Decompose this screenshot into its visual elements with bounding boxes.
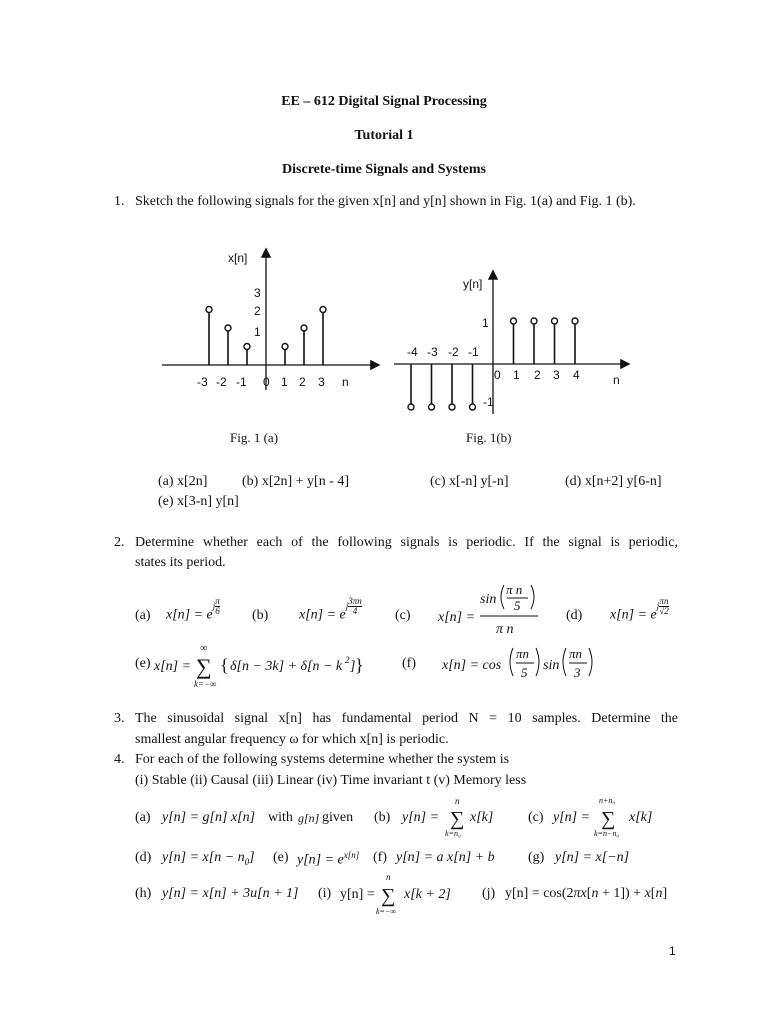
svg-text:}: } <box>355 655 364 675</box>
q2-formula-b: $x[n] = e^{j \frac{3\pi n}{4}}$ <box>299 596 362 623</box>
fig-b-xtick: -1 <box>468 345 479 359</box>
svg-text:x[n] =: x[n] = <box>154 659 192 674</box>
q2-line1: Determine whether each of the following signals is periodic. If the signal is periodic, <box>135 535 678 550</box>
fig-b-xtick: -3 <box>427 345 438 359</box>
q1-number: 1. <box>114 194 125 209</box>
svg-text:sin: sin <box>543 658 560 673</box>
svg-text:{: { <box>220 655 229 675</box>
svg-text:sin: sin <box>480 592 497 607</box>
svg-text:y[n] =: y[n] = <box>553 810 591 825</box>
fig-1a-caption: Fig. 1 (a) <box>230 430 279 445</box>
svg-text:x[n] =: x[n] = <box>438 610 476 625</box>
q3-line2: smallest angular frequency ω for which x[n] is periodic. <box>135 732 449 747</box>
q4-label-f: (f) <box>373 850 387 865</box>
q1-part-e: (e) x[3-n] y[n] <box>158 494 239 509</box>
fig-b-xlabel: n <box>613 373 620 387</box>
q4-label-c: (c) <box>528 810 544 825</box>
q3-line1: The sinusoidal signal x[n] has fundamental period N = 10 samples. Determine the <box>135 711 678 726</box>
fig-a-ytick-1: 1 <box>254 325 261 339</box>
q4-formula-j: y[n] = cos(2πx[n + 1]) + x[n] <box>505 886 668 901</box>
fig-b-ylabel: y[n] <box>463 277 483 291</box>
q1-part-d: (d) x[n+2] y[6-n] <box>565 474 662 489</box>
fig-b-xtick: -2 <box>448 345 459 359</box>
svg-text:∑: ∑ <box>601 808 616 830</box>
fig-a-xtick: 2 <box>299 375 306 389</box>
svg-text:n: n <box>386 872 391 882</box>
q4-line2: (i) Stable (ii) Causal (iii) Linear (iv) Time invariant t (v) Memory less <box>135 773 527 788</box>
q2-label-d: (d) <box>566 608 583 623</box>
q4-formula-i <box>338 870 458 916</box>
q4-label-d: (d) <box>135 850 152 865</box>
svg-text:5: 5 <box>514 598 521 613</box>
q2-formula-a: $x[n] = e^{j \frac{\pi}{6}}$ <box>166 596 220 623</box>
q3-number: 3. <box>114 711 125 726</box>
svg-text:π n: π n <box>506 582 523 597</box>
fig-b-xtick: -4 <box>407 345 418 359</box>
fig-b-xtick: 4 <box>573 368 580 382</box>
svg-text:x[k + 2]: x[k + 2] <box>404 887 451 902</box>
page-number: 1 <box>669 944 676 958</box>
fig-b-xtick: 3 <box>553 368 560 382</box>
q4-label-h: (h) <box>135 886 152 901</box>
svg-text:πn: πn <box>516 646 530 661</box>
q2-formula-e <box>152 640 367 690</box>
fig-b-ytick-pos: 1 <box>482 316 489 330</box>
q1-part-a: (a) x[2n] <box>158 474 208 489</box>
fig-b-stem-head <box>572 318 578 324</box>
q4-label-b: (b) <box>374 810 391 825</box>
figure-1b <box>388 264 638 424</box>
course-title: EE – 612 Digital Signal Processing <box>281 94 487 109</box>
fig-a-ylabel: x[n] <box>228 251 248 265</box>
fig-1b-caption: Fig. 1(b) <box>466 430 512 445</box>
topic-title: Discrete-time Signals and Systems <box>282 162 486 177</box>
svg-text:k=−∞: k=−∞ <box>194 679 217 689</box>
fig-b-stem-head <box>470 404 476 410</box>
fig-a-stem-head <box>244 344 250 350</box>
svg-text:x[k]: x[k] <box>629 810 653 825</box>
q2-label-f: (f) <box>402 656 416 671</box>
q1-part-b: (b) x[2n] + y[n - 4] <box>242 474 350 489</box>
q1-text: Sketch the following signals for the given x[n] and y[n] shown in Fig. 1(a) and Fig. 1 (b). <box>135 194 636 209</box>
svg-text:n: n <box>455 796 460 806</box>
q2-label-a: (a) <box>135 608 151 623</box>
q2-line2: states its period. <box>135 555 226 570</box>
fig-b-stem-head <box>552 318 558 324</box>
svg-text:5: 5 <box>521 665 528 680</box>
fig-a-xtick: 1 <box>281 375 288 389</box>
fig-b-stem-head <box>449 404 455 410</box>
svg-text:]: ] <box>350 659 356 674</box>
q2-number: 2. <box>114 535 125 550</box>
q4-formula-h: y[n] = x[n] + 3u[n + 1] <box>162 886 299 901</box>
svg-text:x[n] = cos: x[n] = cos <box>442 658 502 673</box>
q2-label-b: (b) <box>252 608 269 623</box>
q1-part-c: (c) x[-n] y[-n] <box>430 474 509 489</box>
fig-b-stem-head <box>429 404 435 410</box>
fig-a-xtick: -1 <box>236 375 247 389</box>
q4-formula-b <box>400 796 500 838</box>
svg-text:2: 2 <box>345 655 350 665</box>
q4-label-e: (e) <box>273 850 289 865</box>
q4-formula-e: $y[n] = e^{x[n]}$ <box>297 850 360 868</box>
fig-a-ytick-2: 2 <box>254 304 261 318</box>
tutorial-title: Tutorial 1 <box>354 128 414 143</box>
figure-1a <box>150 240 390 400</box>
svg-text:∑: ∑ <box>196 654 212 679</box>
q4-given: given <box>322 810 354 825</box>
fig-a-xtick: -3 <box>197 375 208 389</box>
svg-text:x[k]: x[k] <box>470 810 494 825</box>
fig-a-stem-head <box>320 307 326 313</box>
fig-b-stem-head <box>408 404 414 410</box>
svg-text:∑: ∑ <box>450 808 465 830</box>
svg-text:y[n] =: y[n] = <box>402 810 440 825</box>
fig-b-xtick: 2 <box>534 368 541 382</box>
svg-text:π n: π n <box>496 622 514 637</box>
fig-b-ytick-neg: -1 <box>483 395 494 409</box>
q4-formula-d: $y[n] = x[n - n_0]$ <box>162 850 255 867</box>
q4-label-g: (g) <box>528 850 545 865</box>
svg-text:∑: ∑ <box>381 885 396 907</box>
q2-label-c: (c) <box>395 608 411 623</box>
q4-formula-f: y[n] = a x[n] + b <box>396 850 495 865</box>
q4-formula-c <box>551 794 661 838</box>
q2-formula-d: $x[n] = e^{j \frac{\pi n}{√2}}$ <box>610 596 669 623</box>
fig-a-stem-head <box>206 307 212 313</box>
q4-g-of-n: g[n] <box>298 811 320 825</box>
fig-a-xlabel: n <box>342 375 349 389</box>
q4-formula-g: y[n] = x[−n] <box>555 850 630 865</box>
svg-text:k=n₀: k=n₀ <box>445 829 461 838</box>
q2-label-e: (e) <box>135 656 151 671</box>
q4-line1: For each of the following systems determine whether the system is <box>135 752 510 767</box>
q2-formula-c <box>436 577 546 637</box>
fig-b-xtick: 0 <box>494 368 501 382</box>
svg-text:∞: ∞ <box>200 643 208 654</box>
q4-label-i: (i) <box>318 886 332 901</box>
q4-with: with <box>268 810 293 825</box>
svg-text:n+n₀: n+n₀ <box>599 796 616 805</box>
q4-number: 4. <box>114 752 125 767</box>
fig-a-xtick: 0 <box>263 375 270 389</box>
fig-a-stem-head <box>301 325 307 331</box>
svg-text:3: 3 <box>574 665 581 680</box>
fig-b-stem-head <box>511 318 517 324</box>
fig-b-xtick: 1 <box>513 368 520 382</box>
svg-text:k=−∞: k=−∞ <box>376 907 397 916</box>
q4-label-a: (a) <box>135 810 151 825</box>
q4-formula-a: y[n] = g[n] x[n] <box>162 810 256 825</box>
svg-text:πn: πn <box>569 646 583 661</box>
svg-text:k=n−n₀: k=n−n₀ <box>594 829 620 838</box>
fig-a-xtick: 3 <box>318 375 325 389</box>
svg-text:δ[n − 3k] + δ[n − k: δ[n − 3k] + δ[n − k <box>230 659 343 674</box>
fig-a-xtick: -2 <box>216 375 227 389</box>
q2-formula-f <box>440 636 610 686</box>
fig-a-ytick-3: 3 <box>254 286 261 300</box>
fig-b-stem-head <box>531 318 537 324</box>
q4-label-j: (j) <box>482 886 496 901</box>
fig-a-stem-head <box>282 344 288 350</box>
fig-a-stem-head <box>225 325 231 331</box>
svg-text:y[n] =: y[n] = <box>340 887 375 902</box>
